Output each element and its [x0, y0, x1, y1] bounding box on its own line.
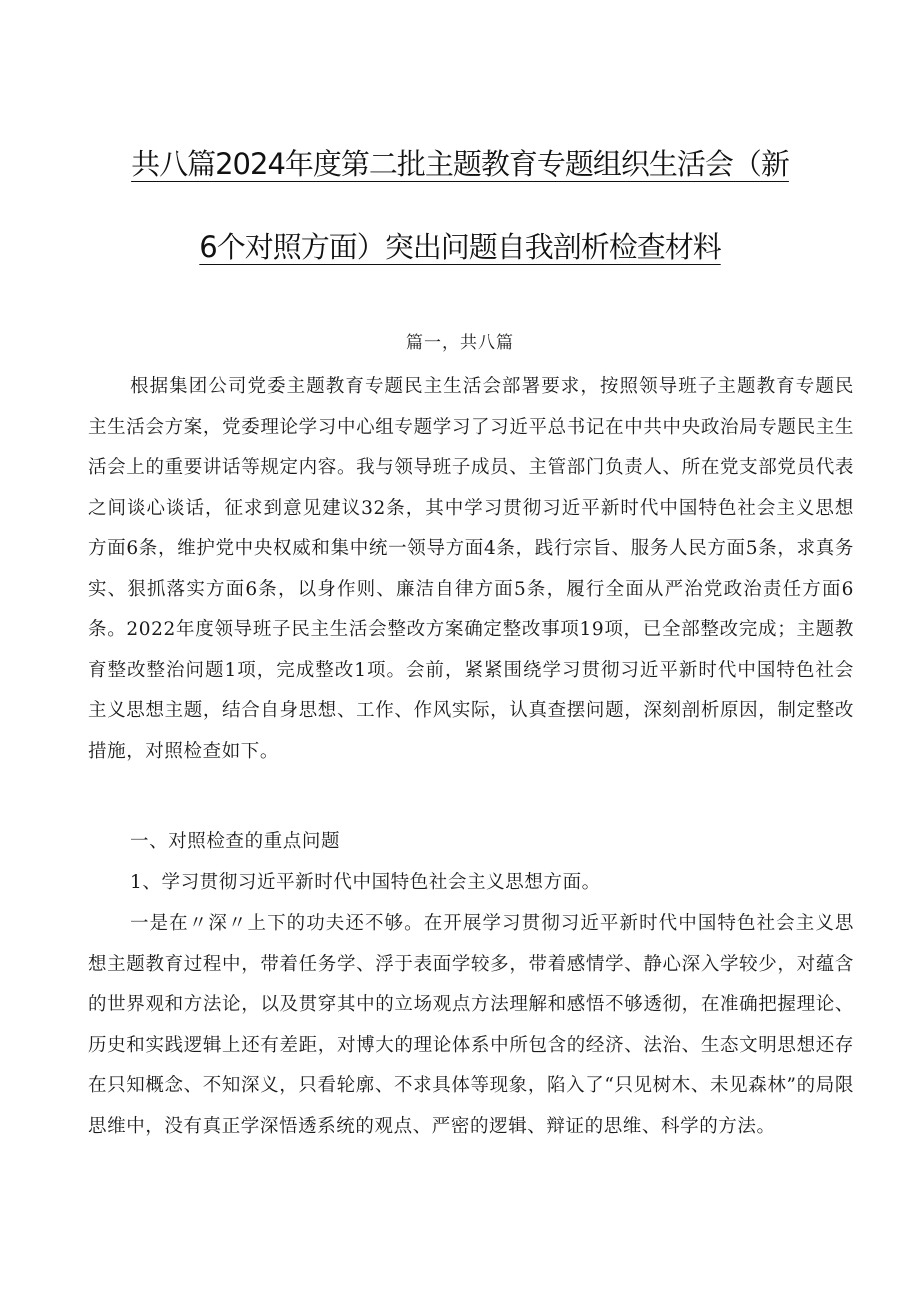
subsection-heading: 1、学习贯彻习近平新时代中国特色社会主义思想方面。 — [130, 872, 601, 893]
intro-paragraph: 根据集团公司党委主题教育专题民主生活会部署要求，按照领导班子主题教育专题民主生活会方案，党委理论学习中心组专题学习了习近平总书记在中共中央政治局专题民主生活会上的重要讲话等规定内容。我与领导班子成员、主管部门负责人、所在党支部党员代表之间谈心谈话，征求到意见建议32条，其中学习贯彻习近平新时代中国特色社会主义思想方面6条，维护党中央权威和集中统一领导方面4条，践行宗旨、服务人民方面5条，求真务实、狠抓落实方面6条，以身作则、廉洁自律方面5条，履行全面从严治党政治责任方面6条。2022年度领导班子民主生活会整改方案确定整改事项19项，已全部整改完成；主题教育整改整治问题1项，完成整改1项。会前，紧紧围绕学习贯彻习近平新时代中国特色社会主义思想主题，结合自身思想、工作、作风实际，认真查摆问题，深刻剖析原因，制定整改措施，对照检查如下。 — [88, 376, 854, 762]
section-subheading: 篇一，共八篇 — [406, 333, 514, 353]
section-heading: 一、对照检查的重点问题 — [130, 831, 341, 852]
document-title-line-1: 共八篇2024年度第二批主题教育专题组织生活会（新 — [131, 147, 789, 181]
document-title-line-2: 6个对照方面）突出问题自我剖析检查材料 — [199, 230, 721, 264]
issue-paragraph: 一是在〃深〃上下的功夫还不够。在开展学习贯彻习近平新时代中国特色社会主义思想主题教育过程中，带着任务学、浮于表面学较多，带着感情学、静心深入学较少，对蕴含的世界观和方法论，以及贯穿其中的立场观点方法理解和感悟不够透彻，在准确把握理论、历史和实践逻辑上还有差距，对博大的理论体系中所包含的经济、法治、生态文明思想还存在只知概念、不知深义，只看轮廓、不求具体等现象，陷入了“只见树木、未见森林”的局限思维中，没有真正学深悟透系统的观点、严密的逻辑、辩证的思维、科学的方法。 — [88, 913, 854, 1137]
